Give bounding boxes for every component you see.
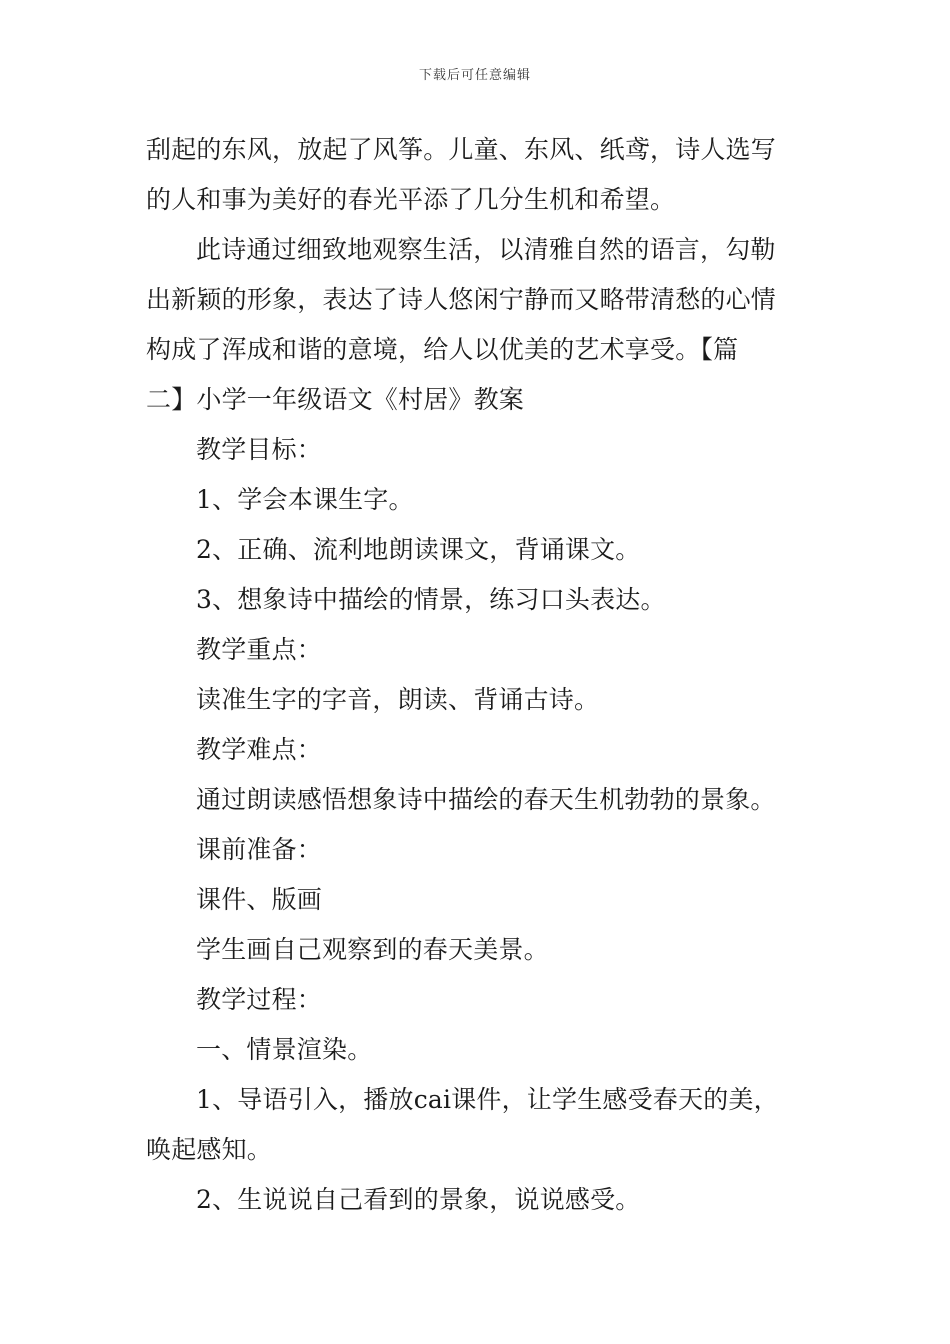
document-body <box>146 128 806 1228</box>
text-line: 此诗通过细致地观察生活，以清雅自然的语言，勾勒 <box>196 235 776 264</box>
list-item: 1、学会本课生字。 <box>196 485 414 514</box>
list-item: 1、导语引入，播放cai课件，让学生感受春天的美， <box>196 1085 779 1114</box>
page-header: 下载后可任意编辑 <box>418 68 531 83</box>
text-line: 构成了浑成和谐的意境，给人以优美的艺术享受。【篇 <box>146 335 739 364</box>
text-line: 出新颖的形象，表达了诗人悠闲宁静而又略带清愁的心情 <box>146 285 777 314</box>
text-line: 通过朗读感悟想象诗中描绘的春天生机勃勃的景象。 <box>196 785 776 814</box>
text-line: 学生画自己观察到的春天美景。 <box>196 935 549 964</box>
text-line: 读准生字的字音，朗读、背诵古诗。 <box>196 685 600 714</box>
text-line: 的人和事为美好的春光平添了几分生机和希望。 <box>146 185 676 214</box>
section-heading: 教学过程： <box>196 985 323 1014</box>
text-line: 唤起感知。 <box>146 1135 273 1164</box>
text-line: 课件、版画 <box>196 885 323 914</box>
section-heading: 教学重点： <box>196 635 323 664</box>
text-line: 二】小学一年级语文《村居》教案 <box>146 385 525 414</box>
list-item: 2、正确、流利地朗读课文，背诵课文。 <box>196 535 641 564</box>
text-line: 刮起的东风，放起了风筝。儿童、东风、纸鸢，诗人选写 <box>146 135 777 164</box>
section-heading: 教学目标： <box>196 435 323 464</box>
section-heading: 课前准备： <box>196 835 323 864</box>
subsection-heading: 一、情景渲染。 <box>196 1035 373 1064</box>
list-item: 3、想象诗中描绘的情景，练习口头表达。 <box>196 585 666 614</box>
section-heading: 教学难点： <box>196 735 323 764</box>
list-item: 2、生说说自己看到的景象，说说感受。 <box>196 1185 641 1214</box>
